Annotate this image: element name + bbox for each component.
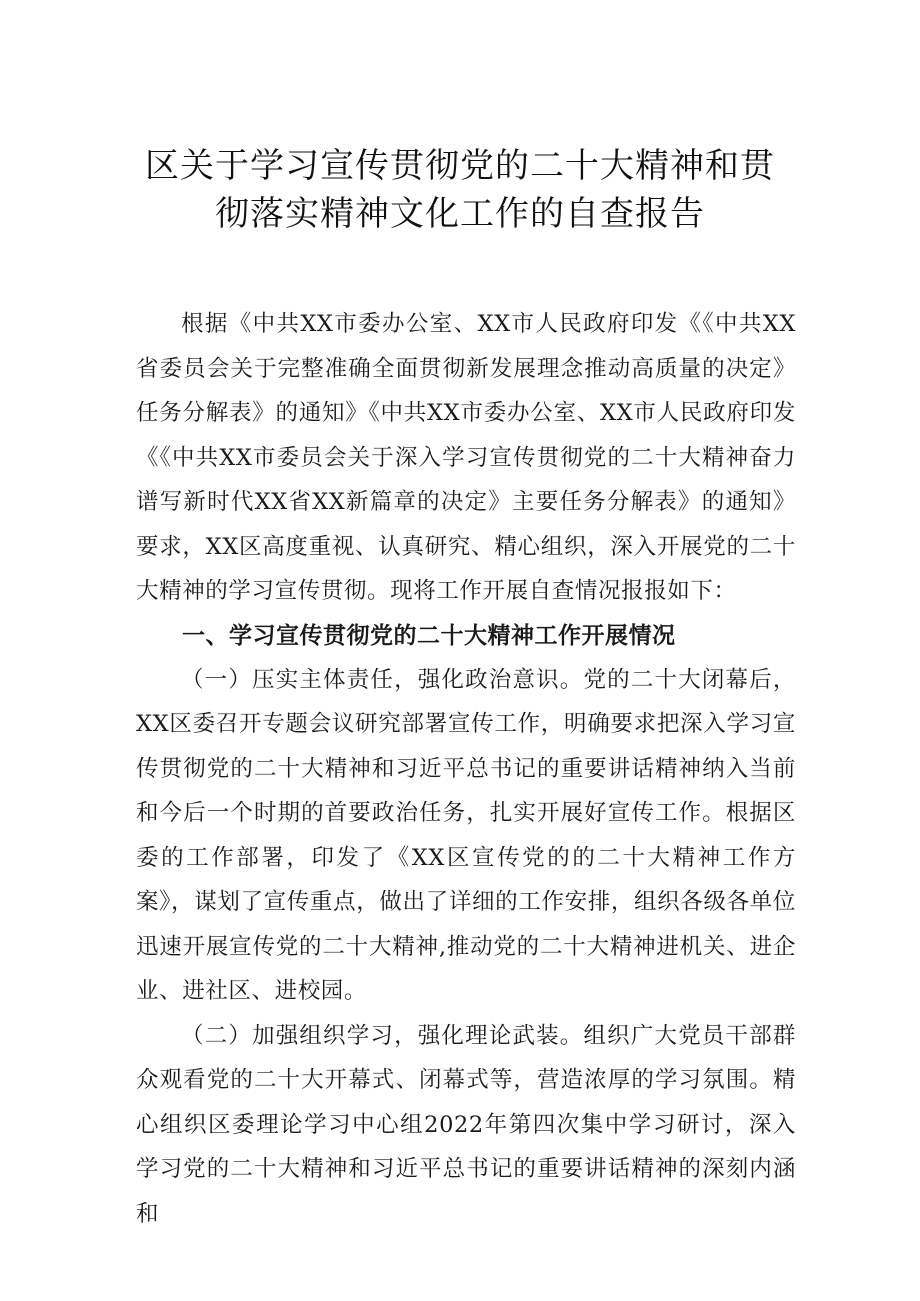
section-1-heading: 一、学习宣传贯彻党的二十大精神工作开展情况 [182, 622, 676, 649]
document-body [136, 302, 796, 1236]
section-1-paragraph-1: （一）压实主体责任，强化政治意识。党的二十大闭幕后，XX区委召开专题会议研究部署宣传工作，明确要求把深入学习宣传贯彻党的二十大精神和习近平总书记的重要讲话精神纳入当前和今后一个时期的首要政治任务，扎实开展好宣传工作。根据区委的工作部署，印发了《XX区宣传党的的二十大精神工作方案》，谋划了宣传重点，做出了详细的工作安排，组织各级各单位迅速开展宣传党的二十大精神,推动党的二十大精神进机关、进企业、进社区、进校园。 [136, 666, 796, 1004]
document-title-line-1: 区关于学习宣传贯彻党的二十大精神和贯 [145, 146, 775, 186]
document-title-line-2: 彻落实精神文化工作的自查报告 [215, 194, 705, 234]
intro-paragraph: 根据《中共XX市委办公室、XX市人民政府印发《《中共XX省委员会关于完整准确全面贯彻新发展理念推动高质量的决定》任务分解表》的通知》《中共XX市委办公室、XX市人民政府印发《《中共XX市委员会关于深入学习宣传贯彻党的二十大精神奋力谱写新时代XX省XX新篇章的决定》主要任务分解表》的通知》要求，XX区高度重视、认真研究、精心组织，深入开展党的二十大精神的学习宣传贯彻。现将工作开展自查情况报报如下： [136, 311, 796, 604]
section-1-paragraph-2: （二）加强组织学习，强化理论武装。组织广大党员干部群众观看党的二十大开幕式、闭幕式等，营造浓厚的学习氛围。精心组织区委理论学习中心组2022年第四次集中学习研讨，深入学习党的二十大精神和习近平总书记的重要讲话精神的深刻内涵和 [136, 1022, 796, 1227]
